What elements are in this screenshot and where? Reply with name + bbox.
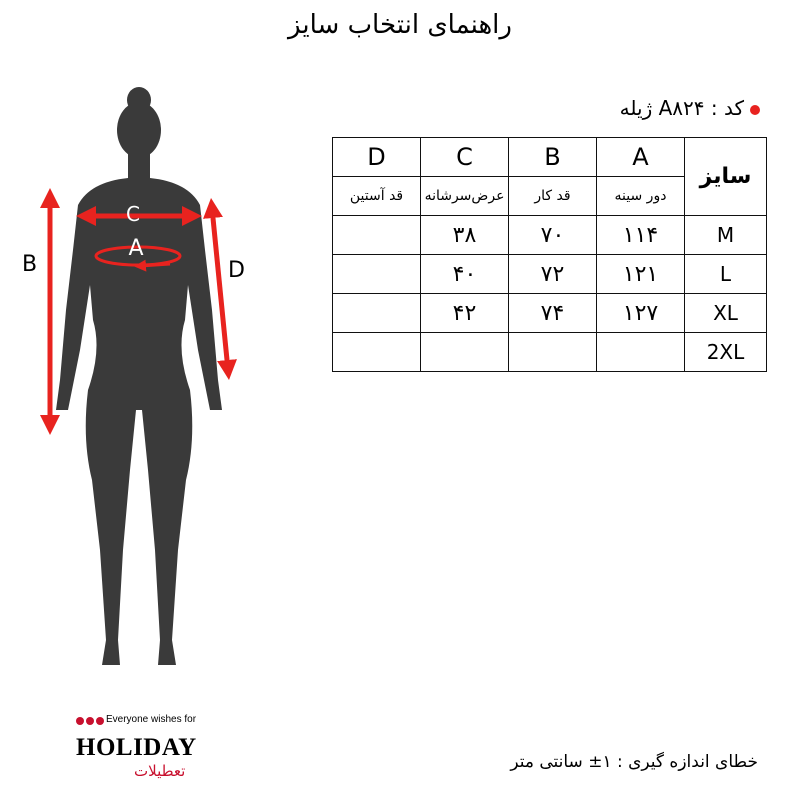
cell-b: ۷۴ [509,294,597,333]
product-code-text: کد : A۸۲۴ ژیله [619,96,744,120]
size-column-header: سایز [685,138,767,216]
product-code [620,96,760,120]
size-table [332,137,767,372]
cell-b: ۷۰ [509,216,597,255]
col-letter-b: B [509,138,597,177]
col-letter-c: C [421,138,509,177]
label-b: B [22,252,38,277]
logo-brand-fa: تعطیلات [134,762,186,780]
label-c: C [126,202,140,226]
table-header-row [333,138,767,177]
col-letter-d: D [333,138,421,177]
cell-a [597,333,685,372]
cell-c: ۳۸ [421,216,509,255]
measurement-error-note: خطای اندازه گیری : ۱± سانتی متر [510,752,758,772]
col-name-d: قد آستین [333,177,421,216]
logo-brand: HOLIDAY [76,734,197,761]
holiday-logo [76,704,216,784]
cell-d [333,333,421,372]
label-a: A [128,236,144,261]
label-d: D [228,258,245,283]
table-row [333,216,767,255]
table-row [333,255,767,294]
cell-a: ۱۲۷ [597,294,685,333]
bullet-icon [750,105,760,115]
page-title: راهنمای انتخاب سایز [288,10,512,40]
table-row [333,333,767,372]
cell-size: XL [685,294,767,333]
col-name-a: دور سینه [597,177,685,216]
col-letter-a: A [597,138,685,177]
logo-dots-icon [76,710,106,729]
body-silhouette-figure [0,80,300,680]
cell-size: M [685,216,767,255]
cell-d [333,216,421,255]
col-name-c: عرض‌سرشانه [421,177,509,216]
cell-c: ۴۲ [421,294,509,333]
cell-d [333,255,421,294]
cell-size: 2XL [685,333,767,372]
cell-c: ۴۰ [421,255,509,294]
cell-a: ۱۲۱ [597,255,685,294]
cell-b: ۷۲ [509,255,597,294]
cell-size: L [685,255,767,294]
cell-d [333,294,421,333]
cell-b [509,333,597,372]
cell-a: ۱۱۴ [597,216,685,255]
logo-tagline: Everyone wishes for [106,714,197,725]
table-row [333,294,767,333]
col-name-b: قد کار [509,177,597,216]
silhouette [56,87,222,665]
cell-c [421,333,509,372]
